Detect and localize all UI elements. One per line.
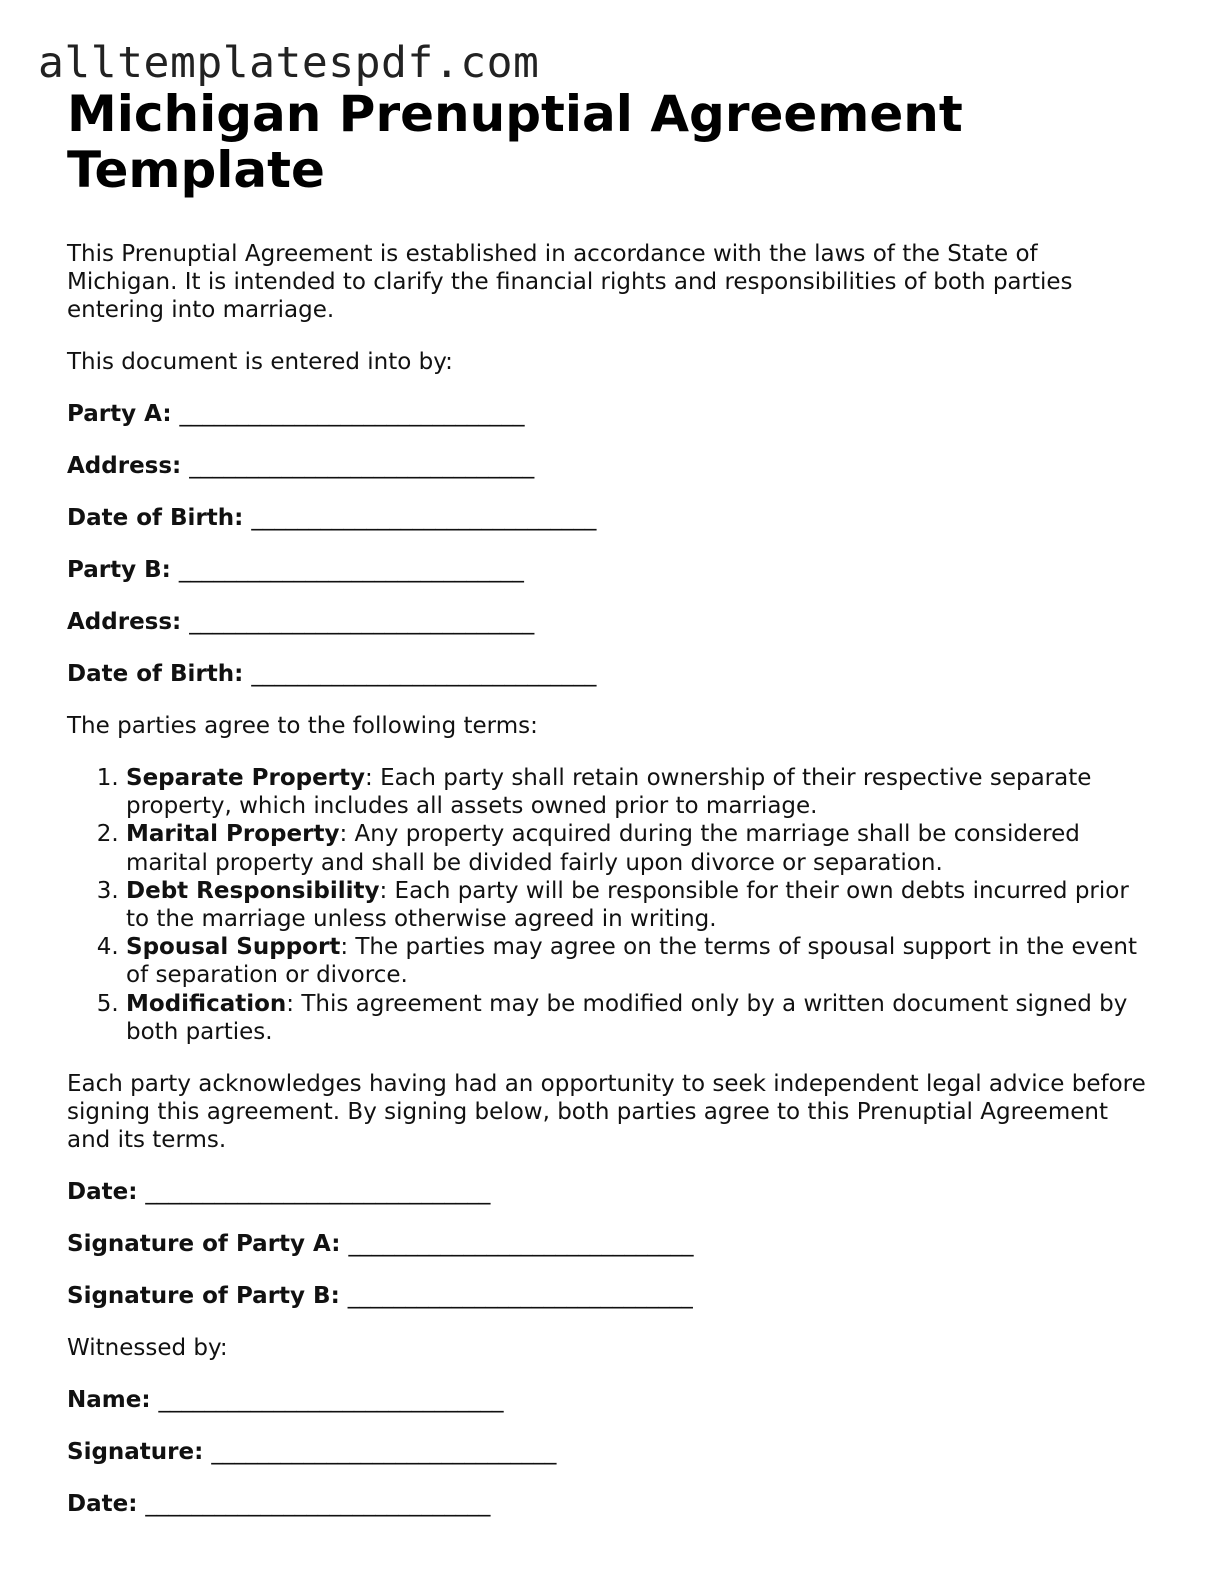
blank-line[interactable]: ______________________________: [189, 609, 535, 635]
term-text: : Each party will be responsible for their own debts incurred prior to the marriage unless otherwise agreed in writing.: [126, 877, 1129, 933]
witness-fields: [67, 1386, 1147, 1518]
blank-line[interactable]: ______________________________: [158, 1387, 504, 1414]
blank-line[interactable]: ______________________________: [347, 1283, 693, 1310]
party-a-field[interactable]: [67, 400, 1147, 428]
signature-fields: [67, 1178, 1147, 1310]
blank-line[interactable]: ______________________________: [145, 1491, 491, 1518]
term-item: [126, 820, 1147, 876]
term-text: : Any property acquired during the marriage shall be considered marital property and shall be divided fairly upon divorce or separation.: [126, 821, 1080, 876]
witnessed-by-text: Witnessed by:: [67, 1335, 228, 1362]
term-text: : Each party shall retain ownership of their respective separate property, which includes all assets owned prior to marriage.: [126, 765, 1092, 820]
blank-line[interactable]: ______________________________: [211, 1439, 557, 1466]
entered-by-text: This document is entered into by:: [67, 349, 453, 375]
field-label: Name:: [67, 1387, 159, 1414]
blank-line[interactable]: ______________________________: [251, 661, 597, 687]
field-label: Signature:: [67, 1439, 212, 1466]
field-label: Signature of Party A:: [67, 1231, 349, 1258]
field-label: Party A:: [67, 401, 180, 427]
witness-date-field[interactable]: [67, 1490, 1147, 1518]
blank-line[interactable]: ______________________________: [179, 401, 525, 427]
page-title: Michigan Prenuptial Agreement Template: [67, 85, 963, 199]
document-body: [67, 86, 1147, 1518]
blank-line[interactable]: ______________________________: [178, 557, 524, 583]
term-title: Spousal Support: [126, 934, 341, 961]
field-label: Party B:: [67, 557, 179, 583]
term-item: [126, 990, 1147, 1046]
field-label: Address:: [67, 609, 190, 635]
party-b-field[interactable]: [67, 556, 1147, 584]
witness-name-field[interactable]: [67, 1386, 1147, 1414]
signature-party-b-field[interactable]: [67, 1282, 1147, 1310]
witness-signature-field[interactable]: [67, 1438, 1147, 1466]
party-a-address-field[interactable]: [67, 452, 1147, 480]
field-label: Signature of Party B:: [67, 1283, 348, 1310]
field-label: Date of Birth:: [67, 505, 252, 531]
party-fields: [67, 400, 1147, 688]
term-title: Separate Property: [126, 765, 366, 791]
field-label: Address:: [67, 453, 190, 479]
term-text: : The parties may agree on the terms of spousal support in the event of separation or divorce.: [126, 934, 1138, 989]
term-title: Debt Responsibility: [126, 877, 380, 904]
terms-list: [67, 764, 1147, 1046]
intro-paragraph: This Prenuptial Agreement is established in accordance with the laws of the State of Michigan. It is intended to clarify the financial rights and responsibilities of both parties entering into marriage.: [67, 241, 1073, 323]
watermark: alltemplatespdf.com: [38, 38, 540, 88]
party-a-dob-field[interactable]: [67, 504, 1147, 532]
field-label: Date:: [67, 1491, 146, 1518]
acknowledgement-paragraph: Each party acknowledges having had an opportunity to seek independent legal advice before signing this agreement. By signing below, both parties agree to this Prenuptial Agreement and its terms.: [67, 1071, 1146, 1154]
blank-line[interactable]: ______________________________: [145, 1179, 491, 1206]
party-b-address-field[interactable]: [67, 608, 1147, 636]
signature-party-a-field[interactable]: [67, 1230, 1147, 1258]
blank-line[interactable]: ______________________________: [348, 1231, 694, 1258]
term-title: Marital Property: [126, 821, 340, 848]
blank-line[interactable]: ______________________________: [189, 453, 535, 479]
terms-intro: The parties agree to the following terms:: [67, 713, 538, 739]
field-label: Date:: [67, 1179, 146, 1206]
term-item: [126, 764, 1147, 820]
term-item: [126, 933, 1147, 989]
party-b-dob-field[interactable]: [67, 660, 1147, 688]
term-text: : This agreement may be modified only by a written document signed by both parties.: [126, 990, 1128, 1045]
term-item: [126, 877, 1147, 933]
field-label: Date of Birth:: [67, 661, 252, 687]
date-field[interactable]: [67, 1178, 1147, 1206]
blank-line[interactable]: ______________________________: [251, 505, 597, 531]
term-title: Modification: [126, 990, 287, 1017]
